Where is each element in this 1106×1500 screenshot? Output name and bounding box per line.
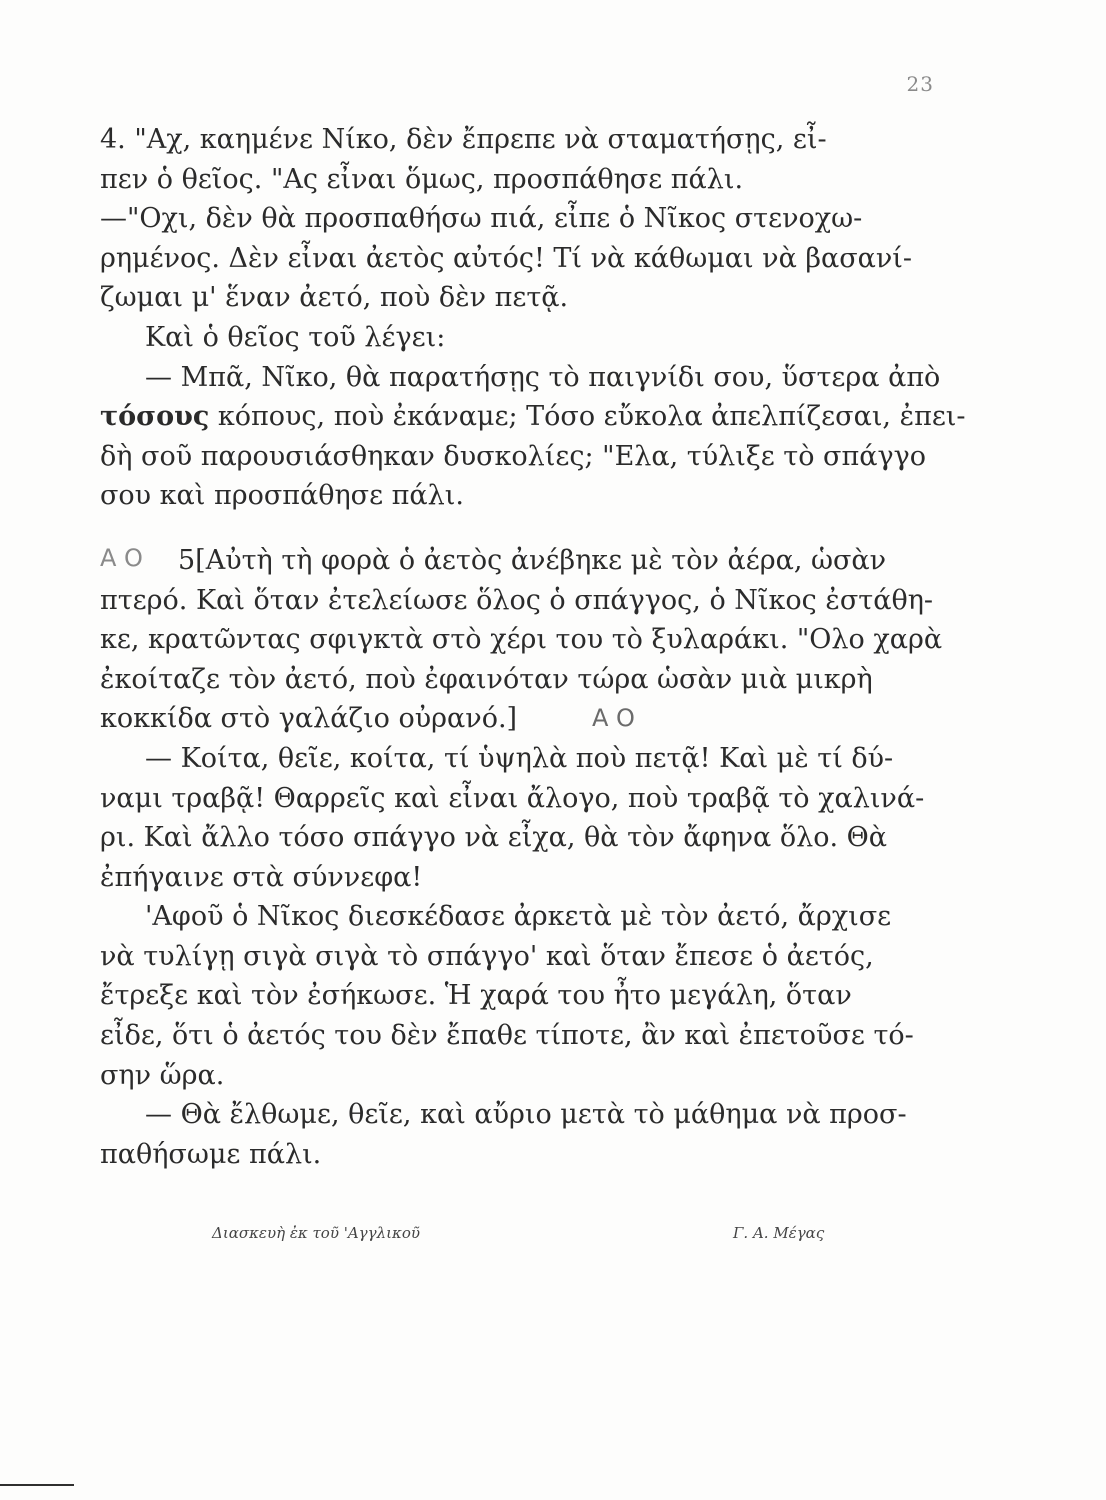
text-line: 4. "Αχ, καημένε Νίκο, δὲν ἔπρεπε νὰ σταματήσῃς, εἶ- xyxy=(100,124,827,155)
text-line: ρι. Καὶ ἄλλο τόσο σπάγγο νὰ εἶχα, θὰ τὸν ἄφηνα ὅλο. Θὰ xyxy=(100,822,887,854)
text-line xyxy=(100,397,966,437)
text-line: — Θὰ ἔλθωμε, θεῖε, καὶ αὔριο μετὰ τὸ μάθημα νὰ προσ- xyxy=(145,1099,907,1131)
text-line: —"Οχι, δὲν θὰ προσπαθήσω πιά, εἶπε ὁ Νῖκος στενοχω- xyxy=(100,203,863,235)
text-line: σην ὥρα. xyxy=(100,1059,225,1091)
text-line: εἶδε, ὅτι ὁ ἀετός του δὲν ἔπαθε τίποτε, ἂν καὶ ἐπετοῦσε τό- xyxy=(100,1020,914,1052)
bold-word: τόσους xyxy=(100,401,210,433)
margin-annotation-right: Α Ο xyxy=(592,704,635,732)
text-line: παθήσωμε πάλι. xyxy=(100,1138,322,1170)
page-number: 23 xyxy=(906,72,934,96)
text-line: ρημένος. Δὲν εἶναι ἀετὸς αὐτός! Τί νὰ κάθωμαι νὰ βασανί- xyxy=(100,242,913,274)
text-line: κε, κρατῶντας σφιγκτὰ στὸ χέρι του τὸ ξυλαράκι. "Ολο χαρὰ xyxy=(100,624,943,656)
text-line: ἐπήγαινε στὰ σύννεφα! xyxy=(100,861,423,893)
text-line: σου καὶ προσπάθησε πάλι. xyxy=(100,480,464,512)
text-line: νὰ τυλίγῃ σιγὰ σιγὰ τὸ σπάγγο' καὶ ὅταν ἔπεσε ὁ ἀετός, xyxy=(100,940,874,972)
scan-edge-mark xyxy=(0,1484,74,1486)
text-line: — Μπᾶ, Νῖκο, θὰ παρατήσῃς τὸ παιγνίδι σου, ὕστερα ἀπὸ xyxy=(145,361,941,393)
text-line: 'Αφοῦ ὁ Νῖκος διεσκέδασε ἀρκετὰ μὲ τὸν ἀετό, ἄρχισε xyxy=(145,901,892,933)
footer-author: Γ. Α. Μέγας xyxy=(733,1224,825,1242)
text-line: πτερό. Καὶ ὅταν ἐτελείωσε ὅλος ὁ σπάγγος, ὁ Νῖκος ἐστάθη- xyxy=(100,584,933,616)
text-line: ἐκοίταζε τὸν ἀετό, ποὺ ἐφαινόταν τώρα ὡσὰν μιὰ μικρὴ xyxy=(100,663,873,695)
text-line: δὴ σοῦ παρουσιάσθηκαν δυσκολίες; "Ελα, τύλιξε τὸ σπάγγο xyxy=(100,440,926,472)
text-line-rest: κόπους, ποὺ ἐκάναμε; Τόσο εὔκολα ἀπελπίζεσαι, ἐπει- xyxy=(217,401,966,433)
text-line: 5[Αὐτὴ τὴ φορὰ ὁ ἀετὸς ἀνέβηκε μὲ τὸν ἀέρα, ὡσὰν xyxy=(178,544,887,576)
footer-source: Διασκευὴ ἐκ τοῦ 'Αγγλικοῦ xyxy=(212,1224,420,1242)
margin-annotation-left: Α Ο xyxy=(100,544,143,572)
text-line: ναμι τραβᾷ! Θαρρεῖς καὶ εἶναι ἄλογο, ποὺ τραβᾷ τὸ χαλινά- xyxy=(100,782,925,814)
text-line: πεν ὁ θεῖος. "Ας εἶναι ὅμως, προσπάθησε πάλι. xyxy=(100,163,744,195)
text-line: ἔτρεξε καὶ τὸν ἐσήκωσε. Ἡ χαρά του ἦτο μεγάλη, ὅταν xyxy=(100,980,852,1012)
text-line: κοκκίδα στὸ γαλάζιο οὐρανό.] xyxy=(100,703,518,735)
paragraph-gap xyxy=(100,516,960,541)
body-text xyxy=(100,120,966,1174)
text-line: Καὶ ὁ θεῖος τοῦ λέγει: xyxy=(145,321,446,353)
text-line: — Κοίτα, θεῖε, κοίτα, τί ὑψηλὰ ποὺ πετᾷ! Καὶ μὲ τί δύ- xyxy=(145,742,894,774)
text-line: ζωμαι μ' ἕναν ἀετό, ποὺ δὲν πετᾷ. xyxy=(100,282,569,314)
